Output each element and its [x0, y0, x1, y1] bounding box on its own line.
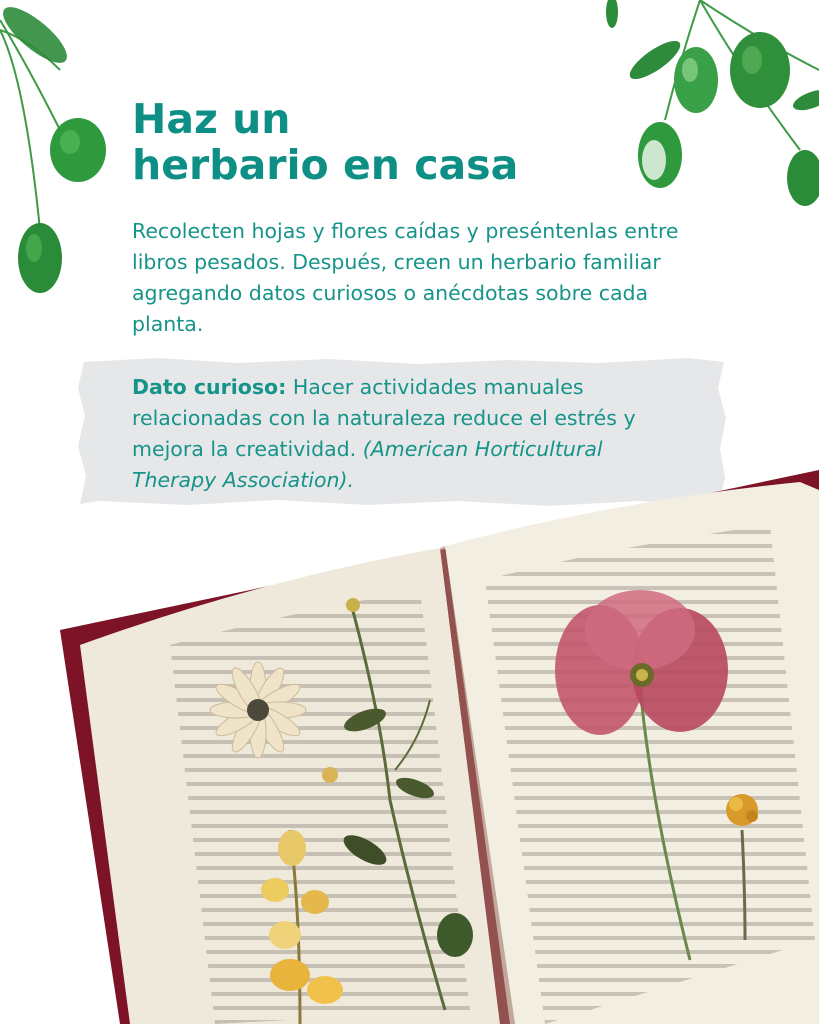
fun-fact-source: (American Horticultural Therapy Association). [132, 437, 603, 492]
left-page-text [170, 590, 470, 1024]
title-line-2: herbario en casa [132, 141, 519, 189]
instructions-paragraph: Recolecten hojas y flores caídas y preséntenlas entre libros pesados. Después, creen un herbario familiar agregando datos curiosos o anécdotas sobre cada planta. [132, 219, 679, 336]
fun-fact-text: Hacer actividades manuales relacionadas con la naturaleza reduce el estrés y mejora la creatividad. [132, 375, 636, 461]
fun-fact-label: Dato curioso: [132, 375, 287, 399]
page-title [132, 96, 652, 188]
left-branch [0, 0, 106, 293]
book-photo [0, 470, 819, 1024]
title-line-1: Haz un [132, 95, 291, 143]
